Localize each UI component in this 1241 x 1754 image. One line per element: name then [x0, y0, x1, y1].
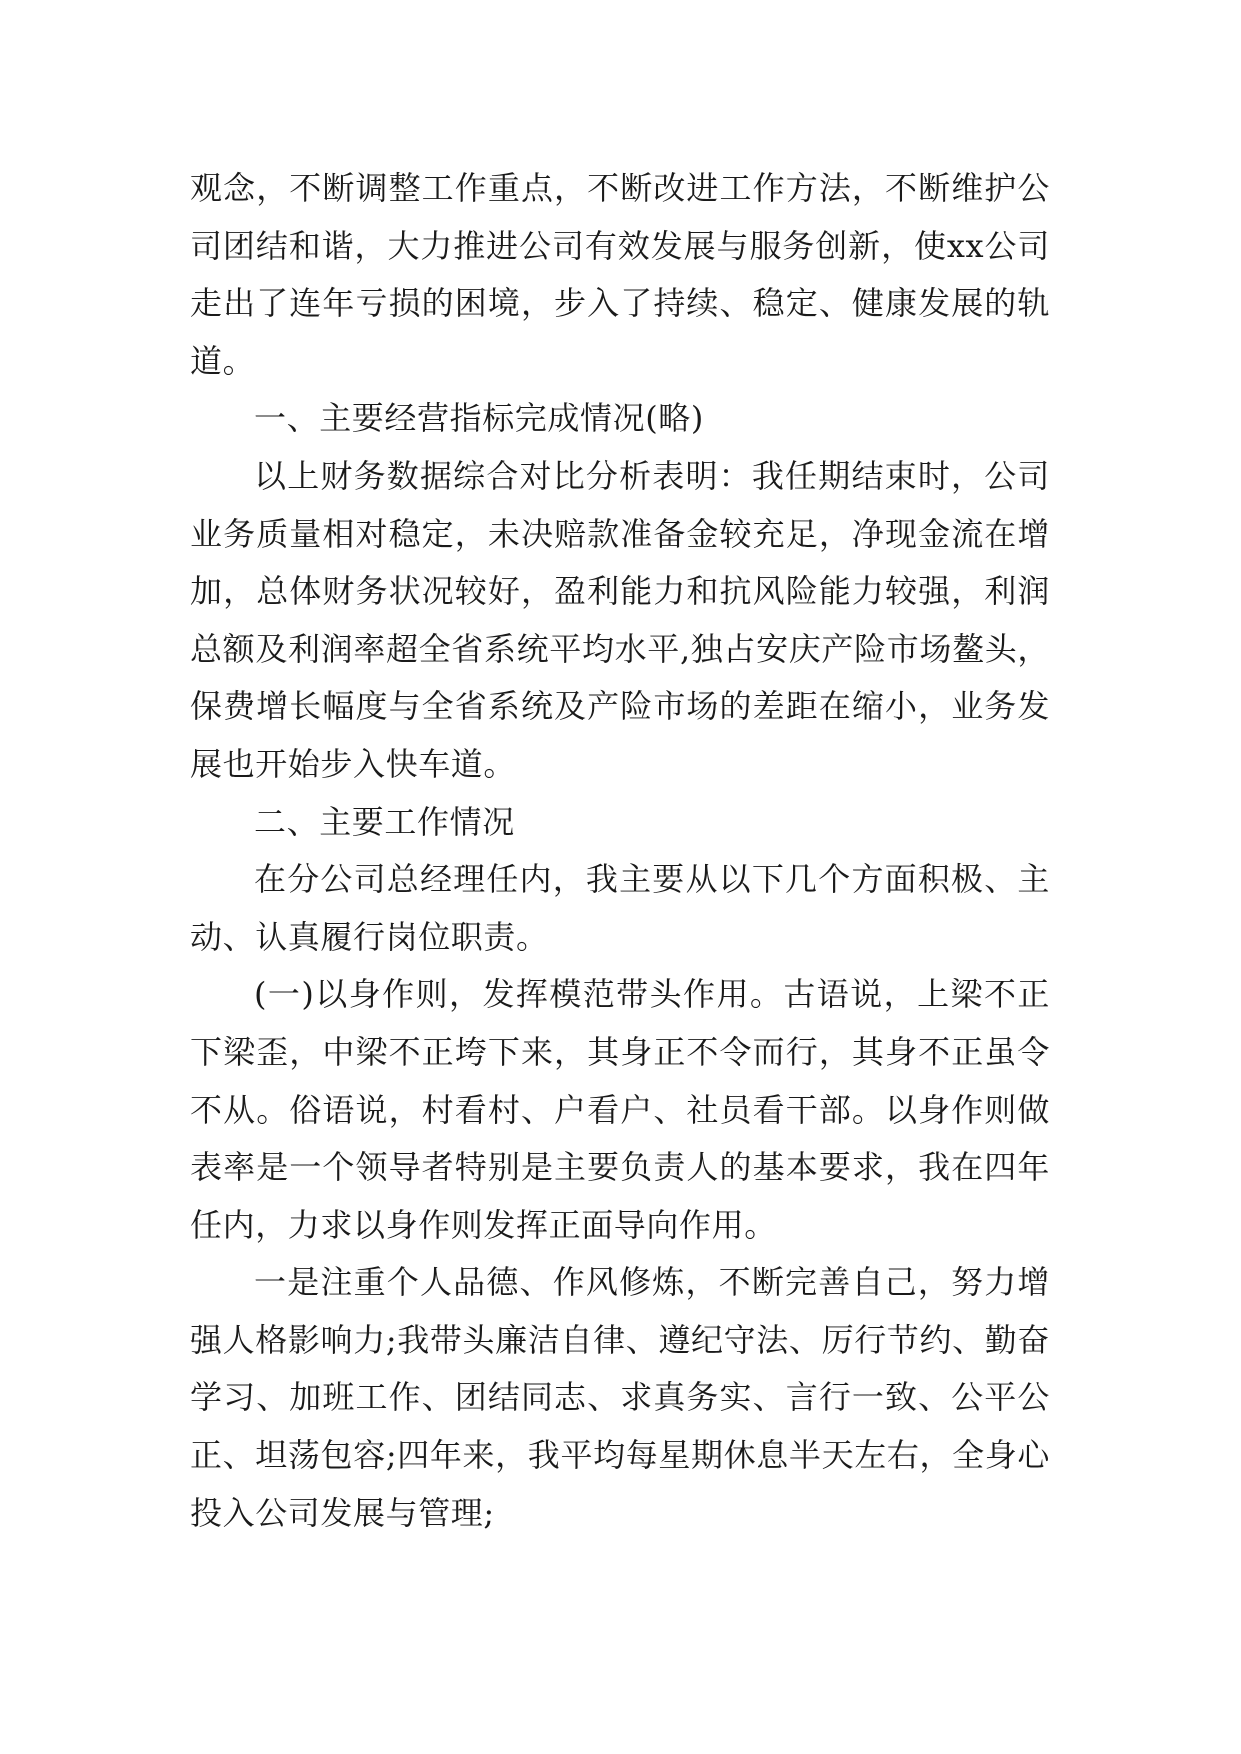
section-heading-2: 二、主要工作情况	[254, 802, 515, 841]
paragraph-financial-analysis: 以上财务数据综合对比分析表明：我任期结束时，公司业务质量相对稳定，未决赔款准备金较充足，净现金流在增加，总体财务状况较好，盈利能力和抗风险能力较强，利润总额及利润率超全省系统平均水平,独占安庆产险市场鳌头，保费增长幅度与全省系统及产险市场的差距在缩小，业务发展也开始步入快车道。	[190, 456, 1050, 783]
document-body	[190, 160, 1050, 1542]
paragraph-personal-conduct: 一是注重个人品德、作风修炼，不断完善自己，努力增强人格影响力;我带头廉洁自律、遵纪守法、厉行节约、勤奋学习、加班工作、团结同志、求真务实、言行一致、公平公正、坦荡包容;四年来，我平均每星期休息半天左右，全身心投入公司发展与管理;	[190, 1263, 1050, 1532]
paragraph-continuation: 观念，不断调整工作重点，不断改进工作方法，不断维护公司团结和谐，大力推进公司有效发展与服务创新，使xx公司走出了连年亏损的困境，步入了持续、稳定、健康发展的轨道。	[190, 169, 1050, 380]
paragraph-lead-by-example: (一)以身作则，发挥模范带头作用。古语说，上梁不正下梁歪，中梁不正垮下来，其身正不令而行，其身不正虽令不从。俗语说，村看村、户看户、社员看干部。以身作则做表率是一个领导者特别是主要负责人的基本要求，我在四年任内，力求以身作则发挥正面导向作用。	[190, 975, 1050, 1244]
section-heading-1: 一、主要经营指标完成情况(略)	[254, 399, 704, 438]
paragraph-duties-intro: 在分公司总经理任内，我主要从以下几个方面积极、主动、认真履行岗位职责。	[190, 860, 1050, 956]
